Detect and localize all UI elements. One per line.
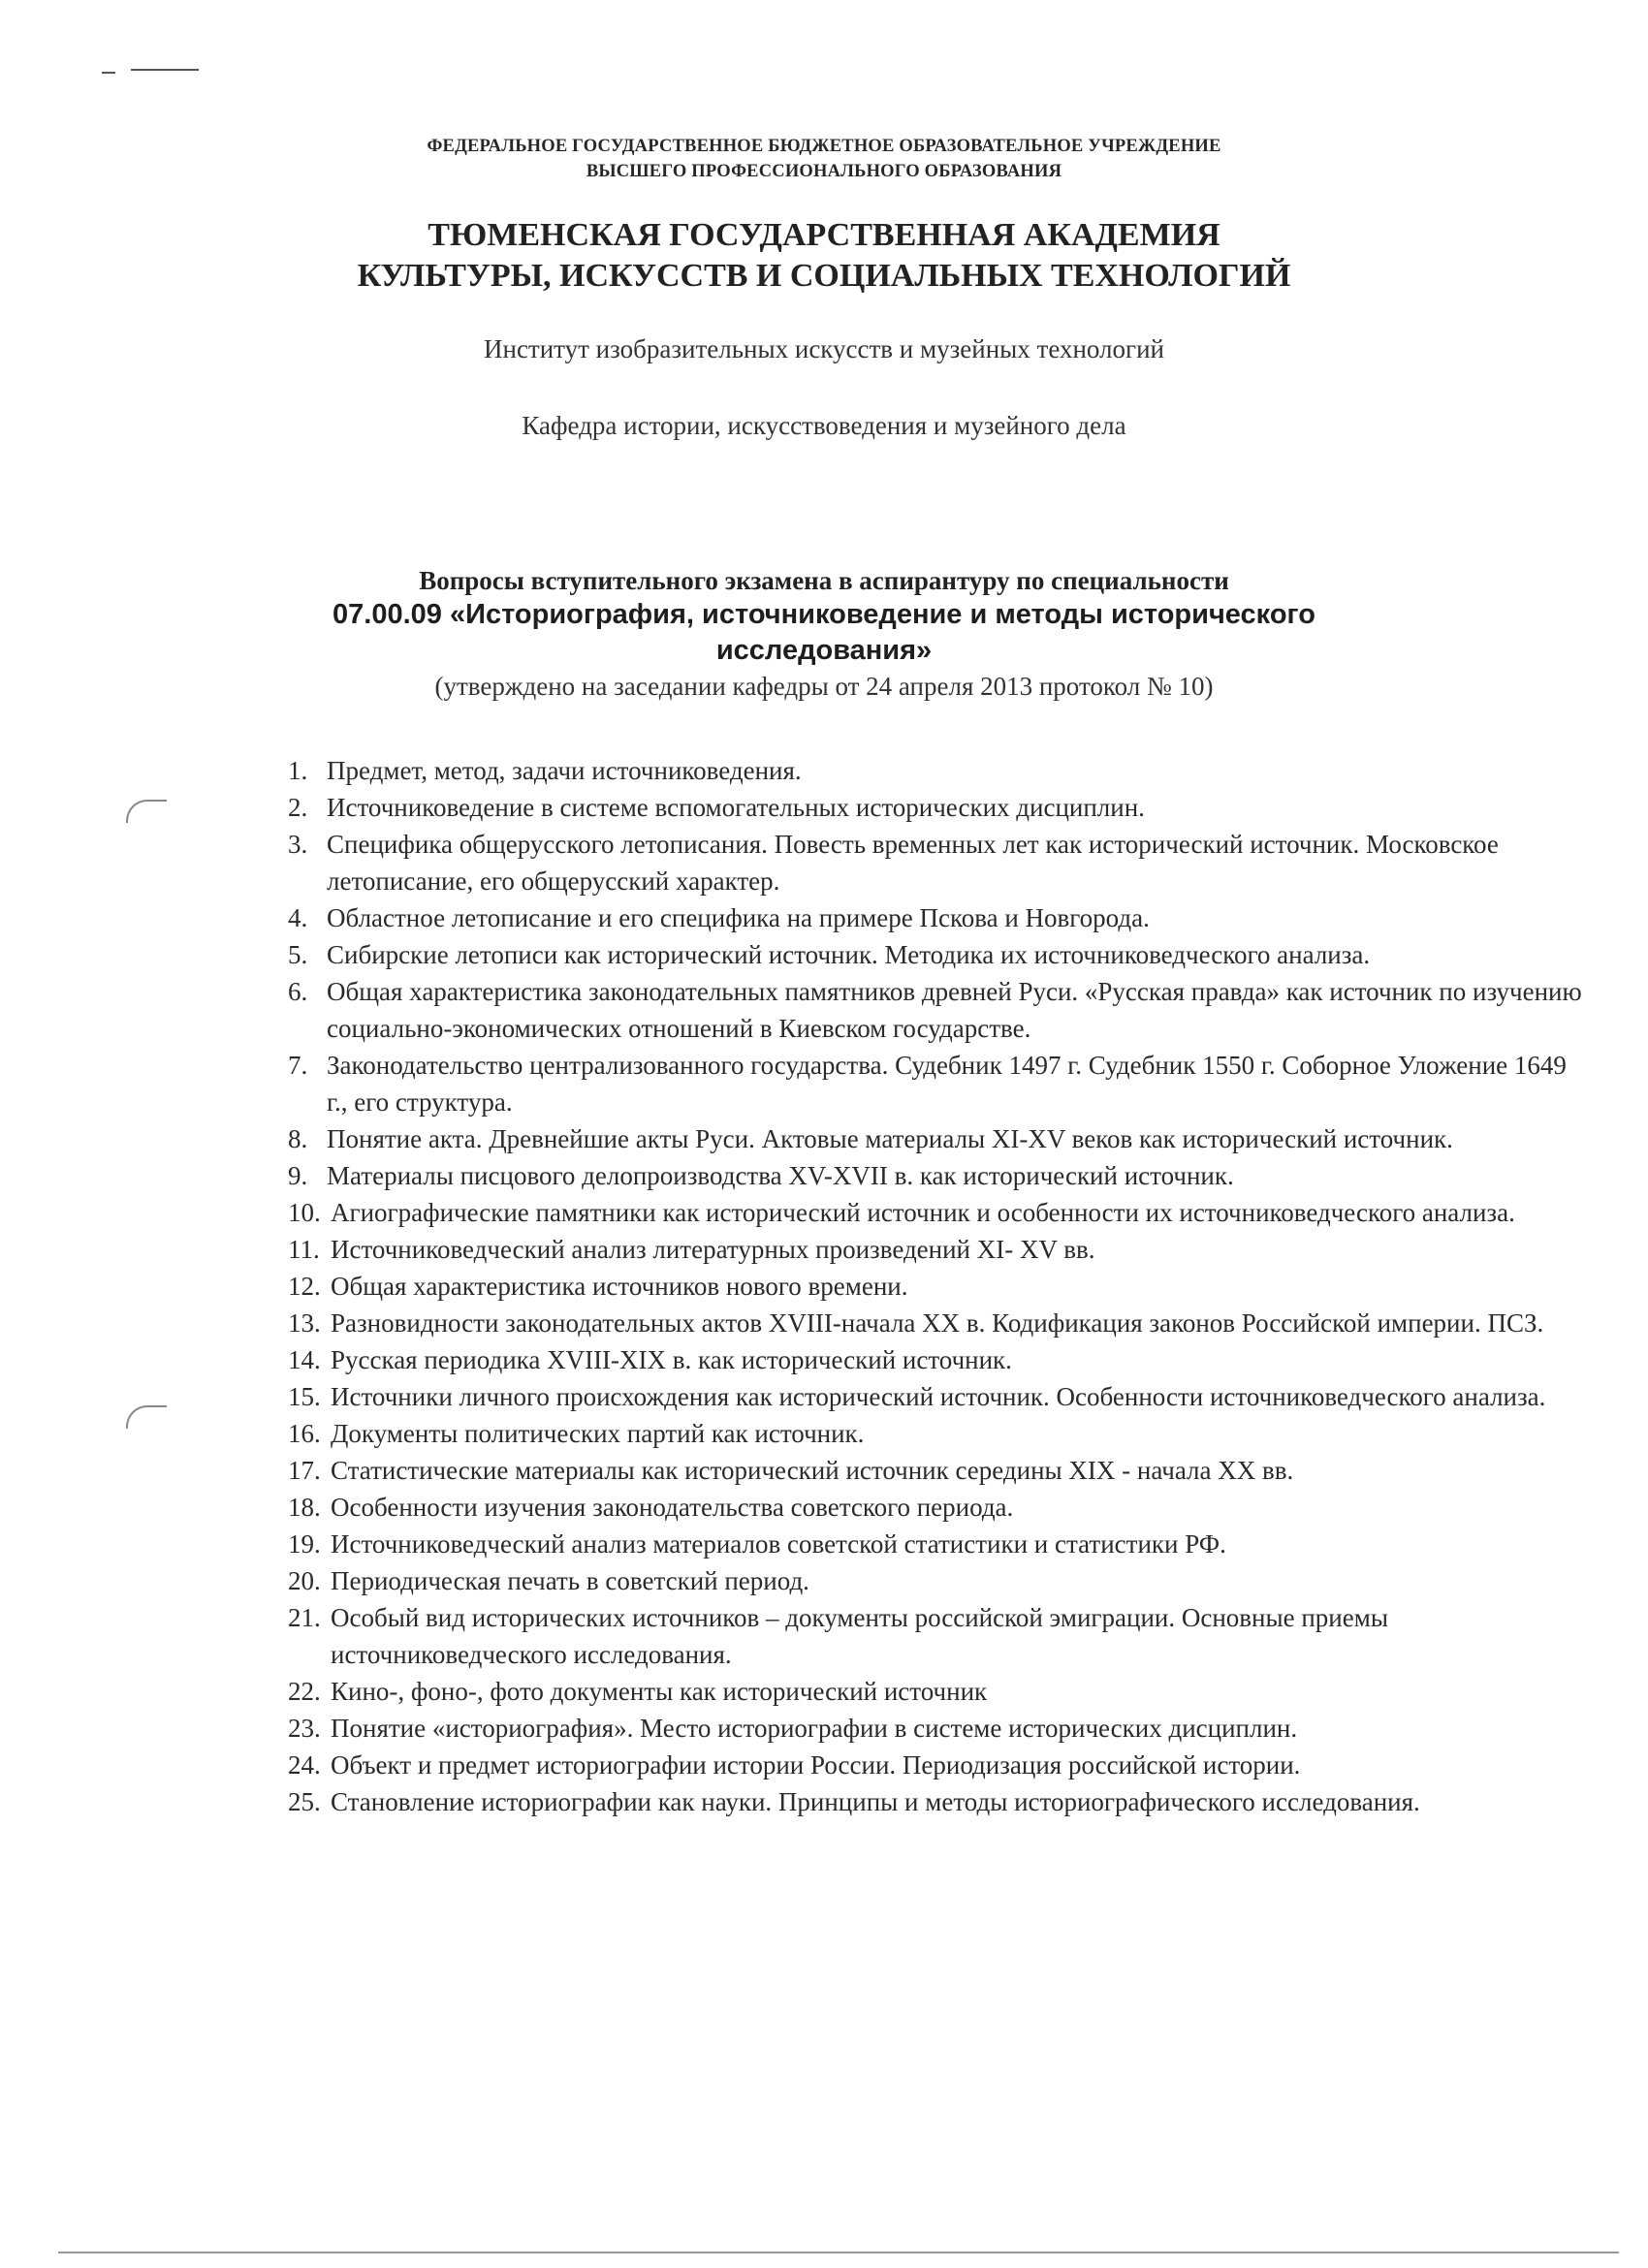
question-text: Сибирские летописи как исторический источник. Методика их источниковедческого анализа. xyxy=(327,940,1371,969)
question-number: 11. xyxy=(288,1235,320,1264)
question-number: 1. xyxy=(288,756,308,785)
question-number: 6. xyxy=(288,977,308,1006)
question-number: 9. xyxy=(288,1161,308,1190)
list-item xyxy=(288,752,1582,789)
question-text: Источники личного происхождения как исторический источник. Особенности источниковедческого анализа. xyxy=(331,1382,1546,1411)
federal-header-line2: ВЫСШЕГО ПРОФЕССИОНАЛЬНОГО ОБРАЗОВАНИЯ xyxy=(586,162,1062,181)
question-text: Разновидности законодательных актов XVIII-начала XX в. Кодификация законов Российской империи. ПСЗ. xyxy=(331,1308,1544,1338)
question-number: 2. xyxy=(288,793,308,822)
list-item xyxy=(288,936,1582,973)
question-number: 17. xyxy=(288,1456,321,1485)
list-item xyxy=(288,1489,1582,1526)
question-text: Материалы писцового делопроизводства XV-XVII в. как исторический источник. xyxy=(327,1161,1234,1190)
question-text: Общая характеристика источников нового времени. xyxy=(331,1272,908,1301)
list-item xyxy=(288,899,1582,936)
question-number: 14. xyxy=(288,1345,321,1374)
chair-name: Кафедра истории, искусствоведения и музейного дела xyxy=(522,411,1126,440)
list-item xyxy=(288,1157,1582,1194)
list-item xyxy=(288,1268,1582,1305)
question-number: 19. xyxy=(288,1529,321,1559)
list-item xyxy=(288,789,1582,826)
question-text: Кино-, фоно-, фото документы как исторический источник xyxy=(331,1677,988,1706)
question-text: Источниковедение в системе вспомогательных исторических дисциплин. xyxy=(327,793,1145,822)
question-number: 20. xyxy=(288,1566,321,1595)
question-text: Русская периодика XVIII-XIX в. как исторический источник. xyxy=(331,1345,1012,1374)
list-item xyxy=(288,1231,1582,1268)
question-text: Периодическая печать в советский период. xyxy=(331,1566,809,1595)
question-text: Особый вид исторических источников – документы российской эмиграции. Основные приемы источниковедческого исследования. xyxy=(331,1603,1388,1669)
academy-name-line1: ТЮМЕНСКАЯ ГОСУДАРСТВЕННАЯ АКАДЕМИЯ xyxy=(428,217,1220,253)
list-item xyxy=(288,1562,1582,1599)
list-item xyxy=(288,1415,1582,1452)
document-title-specialty xyxy=(291,597,1357,669)
question-text: Становление историографии как науки. Принципы и методы историографического исследования. xyxy=(331,1787,1420,1816)
question-text: Областное летописание и его специфика на примере Пскова и Новгорода. xyxy=(327,903,1150,932)
list-item xyxy=(288,973,1582,1047)
scan-mark-dash xyxy=(131,69,199,71)
list-item xyxy=(288,1047,1582,1120)
list-item xyxy=(288,1673,1582,1710)
question-number: 24. xyxy=(288,1750,321,1780)
federal-header xyxy=(291,134,1357,184)
list-item xyxy=(288,1305,1582,1341)
list-item xyxy=(288,826,1582,899)
question-text: Особенности изучения законодательства советского периода. xyxy=(331,1493,1014,1522)
scan-mark-dash-small xyxy=(102,72,115,74)
list-item xyxy=(288,1378,1582,1415)
page-bottom-edge xyxy=(58,2252,1619,2253)
question-number: 25. xyxy=(288,1787,321,1816)
question-number: 5. xyxy=(288,940,308,969)
list-item xyxy=(288,1194,1582,1231)
question-text: Источниковедческий анализ литературных произведений XI- XV вв. xyxy=(331,1235,1095,1264)
question-number: 12. xyxy=(288,1272,321,1301)
approval-note: (утверждено на заседании кафедры от 24 апреля 2013 протокол № 10) xyxy=(434,672,1214,701)
document-title-line2: 07.00.09 «Историография, источниковедение и методы исторического xyxy=(333,599,1315,630)
question-text: Общая характеристика законодательных памятников древней Руси. «Русская правда» как источник по изучению социально-экономических отношений в Киевском государстве. xyxy=(327,977,1582,1043)
question-text: Понятие «историография». Место историографии в системе исторических дисциплин. xyxy=(331,1714,1298,1743)
question-number: 13. xyxy=(288,1308,321,1338)
question-text: Предмет, метод, задачи источниковедения. xyxy=(327,756,802,785)
hole-punch-mark xyxy=(126,1405,167,1429)
federal-header-line1: ФЕДЕРАЛЬНОЕ ГОСУДАРСТВЕННОЕ БЮДЖЕТНОЕ ОБРАЗОВАТЕЛЬНОЕ УЧРЕЖДЕНИЕ xyxy=(427,137,1221,156)
question-text: Законодательство централизованного государства. Судебник 1497 г. Судебник 1550 г. Соборное Уложение 1649 г., его структура. xyxy=(327,1051,1567,1117)
question-number: 8. xyxy=(288,1124,308,1153)
questions-list xyxy=(288,752,1582,1820)
question-number: 16. xyxy=(288,1419,321,1448)
document-title-line1: Вопросы вступительного экзамена в аспирантуру по специальности xyxy=(419,566,1229,595)
question-number: 15. xyxy=(288,1382,321,1411)
question-text: Специфика общерусского летописания. Повесть временных лет как исторический источник. Московское летописание, его общерусский характер. xyxy=(327,830,1499,896)
document-title-line3: исследования» xyxy=(715,635,933,666)
question-text: Объект и предмет историографии истории России. Периодизация российской истории. xyxy=(331,1750,1301,1780)
list-item xyxy=(288,1452,1582,1489)
list-item xyxy=(288,1341,1582,1378)
question-number: 23. xyxy=(288,1714,321,1743)
list-item xyxy=(288,1710,1582,1747)
list-item xyxy=(288,1599,1582,1673)
list-item xyxy=(288,1783,1582,1820)
list-item xyxy=(288,1747,1582,1783)
question-text: Агиографические памятники как исторический источник и особенности их источниковедческого анализа. xyxy=(331,1198,1515,1227)
question-number: 4. xyxy=(288,903,308,932)
list-item xyxy=(288,1526,1582,1562)
question-number: 7. xyxy=(288,1051,308,1080)
question-text: Источниковедческий анализ материалов советской статистики и статистики РФ. xyxy=(331,1529,1226,1559)
question-text: Статистические материалы как исторический источник середины XIX - начала XX вв. xyxy=(331,1456,1294,1485)
academy-name-line2: КУЛЬТУРЫ, ИСКУССТВ И СОЦИАЛЬНЫХ ТЕХНОЛОГИЙ xyxy=(357,258,1291,294)
question-number: 3. xyxy=(288,830,308,859)
institute-name: Институт изобразительных искусств и музейных технологий xyxy=(484,334,1164,363)
list-item xyxy=(288,1120,1582,1157)
academy-name xyxy=(291,215,1357,297)
question-number: 21. xyxy=(288,1603,321,1632)
question-text: Документы политических партий как источник. xyxy=(331,1419,865,1448)
hole-punch-mark xyxy=(126,800,167,823)
question-text: Понятие акта. Древнейшие акты Руси. Актовые материалы XI-XV веков как исторический источник. xyxy=(327,1124,1453,1153)
question-number: 10. xyxy=(288,1198,321,1227)
question-number: 18. xyxy=(288,1493,321,1522)
question-number: 22. xyxy=(288,1677,321,1706)
